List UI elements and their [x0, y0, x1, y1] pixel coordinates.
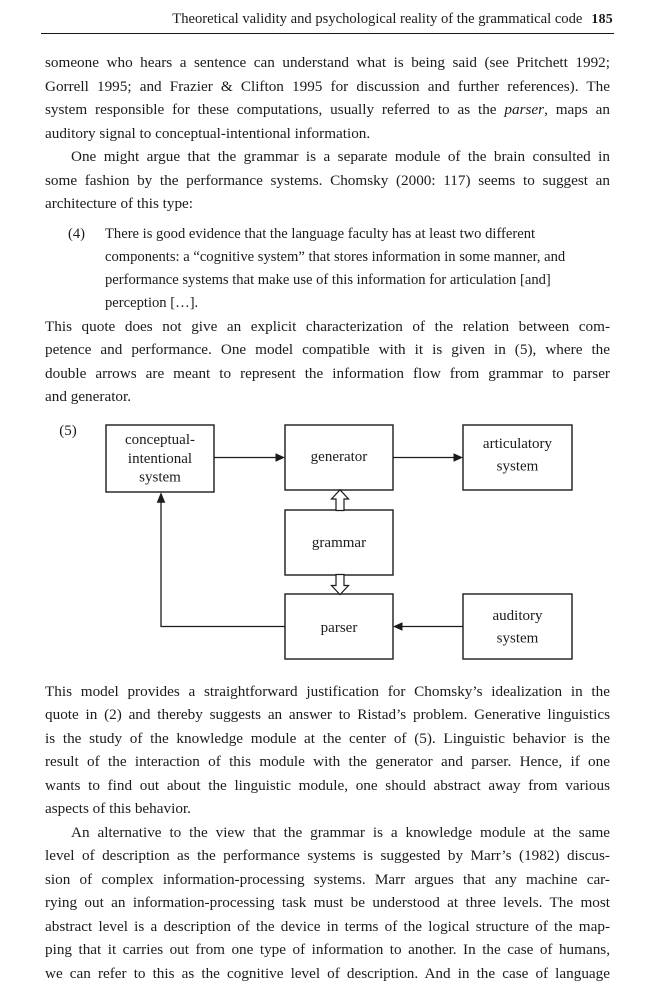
paragraph-4 [45, 680, 610, 821]
double-arrow-grammar-to-generator [332, 489, 349, 510]
text-line: There is good evidence that the language faculty has at least two different [105, 225, 536, 242]
box-grammar-label: grammar [311, 534, 367, 551]
box-auditory-label-line1: auditory [492, 607, 543, 624]
text-line: and generator. [45, 388, 132, 405]
text-line: components: a “cognitive system” that stores information in some manner, and [105, 248, 566, 265]
text-line: auditory signal to conceptual-intentional information. [45, 124, 371, 142]
text-line: quote in (2) and thereby suggests an answer to Ristad’s problem. Generative linguistics [45, 706, 610, 723]
text-line: This model provides a straightforward justification for Chomsky’s idealization in the [45, 682, 610, 700]
text-column [45, 51, 610, 985]
figure-label: (5) [59, 422, 77, 439]
text-segment: , maps an [544, 101, 610, 118]
box-conceptual-label-line1: conceptual- [125, 431, 195, 448]
paragraph-5 [45, 821, 610, 985]
running-head-title: Theoretical validity and psychological reality of the grammatical code [172, 11, 583, 27]
double-arrow-grammar-to-parser [332, 574, 349, 594]
text-line: One might argue that the grammar is a separate module of the brain consulted in [71, 148, 610, 165]
paragraph-3 [45, 315, 610, 409]
text-line: sion of complex information-processing systems. Marr argues that any machine car- [45, 870, 610, 888]
text-line: ping that it carries out from one type of information to another. In the case of humans, [45, 941, 610, 958]
arrow-conceptual-to-generator [214, 453, 285, 462]
block-quote-4 [45, 223, 610, 315]
text-line: level of description as the performance systems is suggested by Marr’s (1982) discus- [45, 847, 610, 864]
text-line: is the study of the knowledge module at the center of (5). Linguistic behavior is the [45, 729, 610, 747]
box-articulatory-label-line1: articulatory [482, 435, 553, 452]
text-line: some fashion by the performance systems. Chomsky (2000: 117) seems to suggest an [45, 171, 610, 189]
box-conceptual-label-line3: system [139, 469, 181, 485]
box-auditory-label-line2: system [496, 630, 539, 646]
arrow-auditory-to-parser [393, 622, 463, 631]
text-line: This quote does not give an explicit characterization of the relation between com- [45, 317, 610, 335]
text-line [45, 98, 610, 122]
box-auditory-system [463, 594, 572, 659]
box-parser-label: parser [320, 619, 358, 636]
header-rule [41, 33, 614, 34]
text-line: rying out an information-processing task must be understood at three levels. The most [45, 894, 610, 911]
text-line: Gorrell 1995; and Frazier & Clifton 1995 for discussion and further references). The [45, 77, 610, 95]
quote-number: (4) [68, 225, 86, 242]
paragraph-1 [45, 51, 610, 145]
text-line: aspects of this behavior. [45, 800, 191, 817]
text-line: performance systems that make use of this information for articulation [and] [105, 271, 551, 288]
text-line: someone who hears a sentence can understand what is being said (see Pritchett 1992; [45, 54, 610, 71]
running-header [172, 11, 613, 28]
text-line: abstract level is a description of the device in terms of the logical structure of the map- [45, 917, 610, 935]
page-number: 185 [591, 11, 613, 26]
arrow-parser-to-conceptual-feedback [157, 492, 285, 626]
arrow-generator-to-articulatory [393, 453, 463, 462]
box-articulatory-system [463, 425, 572, 490]
text-line: perception […]. [105, 294, 199, 311]
model-diagram [45, 417, 610, 663]
box-conceptual-label-line2: intentional [127, 450, 193, 467]
text-line: petence and performance. One model compatible with it is given in (5), where the [45, 341, 610, 358]
figure-5-diagram [45, 417, 610, 663]
box-generator-label: generator [310, 448, 368, 465]
text-line: wants to find out about the linguistic module, one should abstract away from various [45, 776, 610, 794]
text-segment: system responsible for these computations, usually referred to as the [45, 101, 505, 118]
text-line: result of the interaction of this module with the generator and parser. Hence, if one [45, 753, 610, 770]
text-line: architecture of this type: [45, 195, 194, 212]
text-line: double arrows are meant to represent the information flow from grammar to parser [45, 364, 610, 382]
text-line: we can refer to this as the cognitive level of description. And in the case of language [45, 964, 610, 982]
text-line: An alternative to the view that the grammar is a knowledge module at the same [71, 823, 610, 841]
paragraph-2 [45, 145, 610, 216]
box-articulatory-label-line2: system [496, 458, 539, 474]
italic-term-parser: parser [504, 101, 545, 118]
